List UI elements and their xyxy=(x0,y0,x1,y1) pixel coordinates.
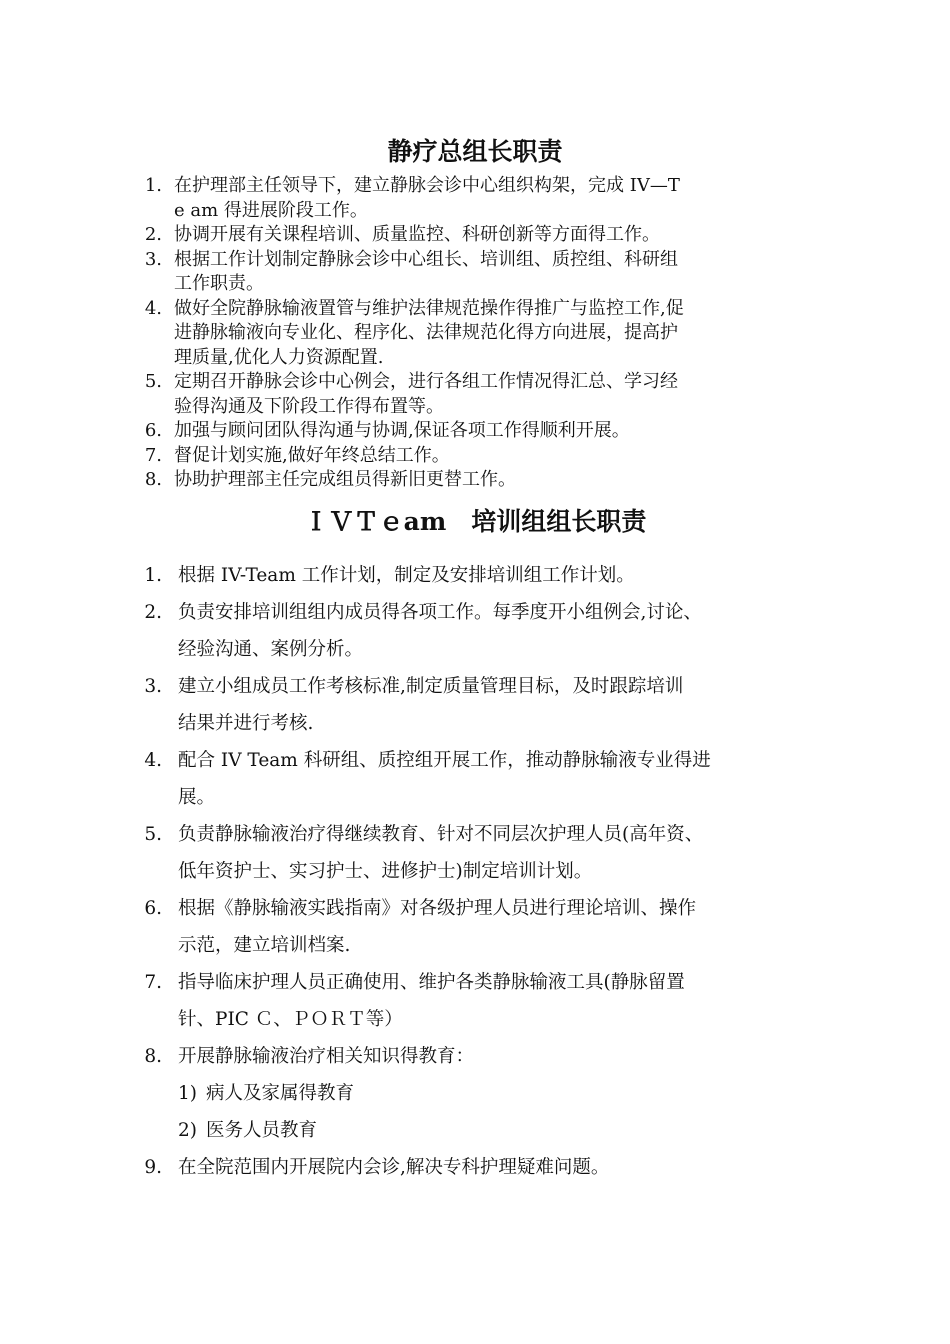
list-item xyxy=(142,890,832,964)
list-item xyxy=(142,444,812,469)
list-item xyxy=(142,816,832,890)
sub-item-number: 1) xyxy=(178,1083,197,1104)
list-item xyxy=(142,223,812,248)
item-text: 指导临床护理人员正确使用、维护各类静脉输液工具(静脉留置 针、PIC Ｃ、ＰＯＲＴ等） xyxy=(178,972,685,1030)
sub-list-item xyxy=(178,1075,832,1112)
item-text: 在护理部主任领导下，建立静脉会诊中心组织构架，完成 IV—T e am 得进展阶段工作。 xyxy=(174,175,680,221)
item-number: 3. xyxy=(144,248,162,270)
section-general-leader xyxy=(0,130,950,493)
item-number: 8. xyxy=(144,469,162,490)
item-text: 协调开展有关课程培训、质量监控、科研创新等方面得工作。 xyxy=(174,224,660,245)
sub-item-text: 医务人员教育 xyxy=(206,1120,318,1141)
item-text: 建立小组成员工作考核标准,制定质量管理目标，及时跟踪培训 结果并进行考核. xyxy=(178,676,684,734)
duty-list xyxy=(142,557,832,1186)
section-training-leader xyxy=(0,502,950,1186)
item-text: 根据工作计划制定静脉会诊中心组长、培训组、质控组、科研组 工作职责。 xyxy=(174,248,678,294)
duty-list xyxy=(142,174,812,493)
item-text: 负责安排培训组组内成员得各项工作。每季度开小组例会,讨论、 经验沟通、案例分析。 xyxy=(178,602,702,660)
list-item xyxy=(142,248,812,297)
list-item xyxy=(142,1149,832,1186)
item-text: 做好全院静脉输液置管与维护法律规范操作得推广与监控工作,促 进静脉输液向专业化、程序化、法律规范化得方向进展，提高护 理质量,优化人力资源配置. xyxy=(174,297,684,368)
item-number: 6. xyxy=(144,420,162,441)
item-number: 1. xyxy=(144,175,162,196)
item-text: 根据 IV-Team 工作计划，制定及安排培训组工作计划。 xyxy=(178,565,635,586)
item-text: 配合 IV Team 科研组、质控组开展工作，推动静脉输液专业得进 展。 xyxy=(178,750,711,808)
section-title: ＩＶＴｅam 培训组组长职责 xyxy=(303,507,647,536)
sub-item-number: 2) xyxy=(178,1120,197,1141)
item-number: 2. xyxy=(144,224,162,245)
item-number: 2. xyxy=(144,602,162,623)
item-number: 6. xyxy=(144,898,162,919)
sub-list-item xyxy=(178,1112,832,1149)
list-item xyxy=(142,594,832,668)
list-item xyxy=(142,668,832,742)
list-item xyxy=(142,297,812,371)
item-text: 负责静脉输液治疗得继续教育、针对不同层次护理人员(高年资、 低年资护士、实习护士、进修护士)制定培训计划。 xyxy=(178,824,704,882)
list-item xyxy=(142,557,832,594)
item-number: 7. xyxy=(144,444,162,466)
list-item xyxy=(142,1038,832,1149)
item-number: 1. xyxy=(144,565,162,586)
item-number: 4. xyxy=(144,750,162,771)
item-text: 开展静脉输液治疗相关知识得教育： xyxy=(178,1046,475,1067)
list-item xyxy=(142,419,812,444)
list-item xyxy=(142,174,812,223)
item-text: 在全院范围内开展院内会诊,解决专科护理疑难问题。 xyxy=(178,1157,610,1178)
list-item xyxy=(142,468,812,493)
item-number: 5. xyxy=(144,824,162,845)
item-text: 根据《静脉输液实践指南》对各级护理人员进行理论培训、操作 示范，建立培训档案. xyxy=(178,898,697,956)
item-text: 督促计划实施,做好年终总结工作。 xyxy=(174,444,450,466)
list-item xyxy=(142,742,832,816)
item-number: 4. xyxy=(144,297,162,319)
item-number: 5. xyxy=(144,371,162,392)
sub-item-text: 病人及家属得教育 xyxy=(206,1083,355,1104)
item-text: 加强与顾问团队得沟通与协调,保证各项工作得顺利开展。 xyxy=(174,420,630,441)
list-item xyxy=(142,964,832,1038)
item-number: 9. xyxy=(144,1157,162,1178)
list-item xyxy=(142,370,812,419)
section-title: 静疗总组长职责 xyxy=(387,137,563,166)
item-text: 定期召开静脉会诊中心例会，进行各组工作情况得汇总、学习经 验得沟通及下阶段工作得布置等。 xyxy=(174,371,678,417)
item-number: 7. xyxy=(144,972,162,993)
item-number: 3. xyxy=(144,676,162,697)
item-text: 协助护理部主任完成组员得新旧更替工作。 xyxy=(174,469,516,490)
sub-list xyxy=(178,1075,832,1149)
item-number: 8. xyxy=(144,1046,162,1067)
